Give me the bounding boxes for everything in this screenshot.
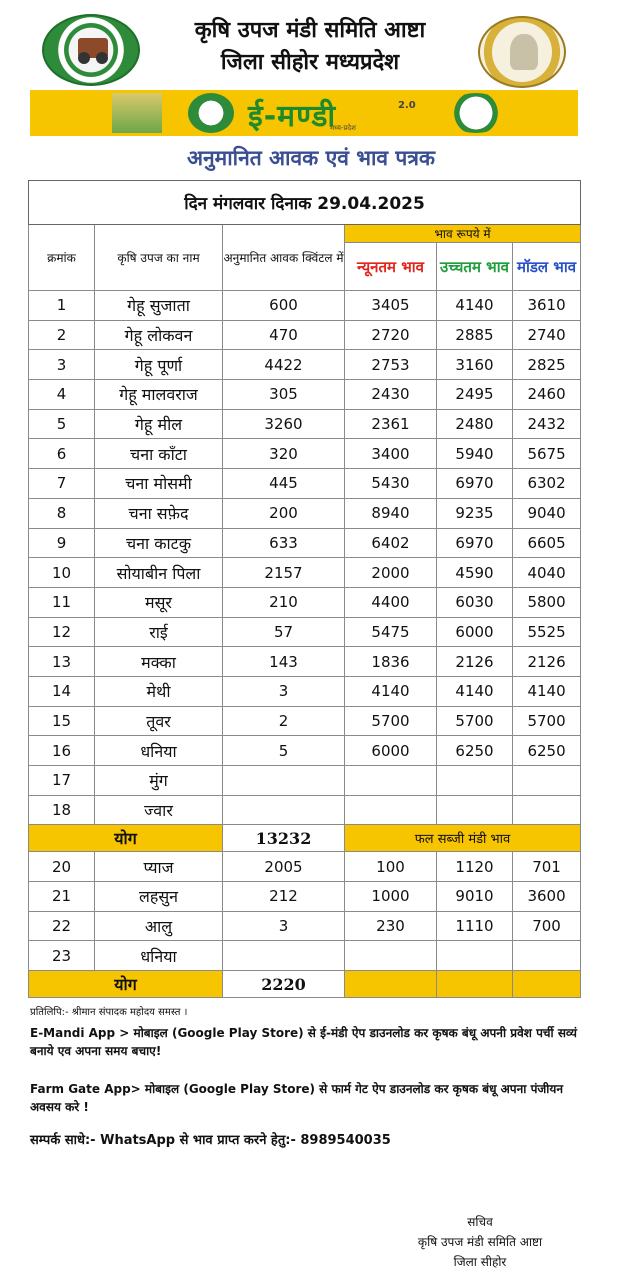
modal-price-cell <box>513 941 581 971</box>
serial-cell: 5 <box>29 409 95 439</box>
max-price-cell: 4140 <box>437 291 513 321</box>
arrival-cell <box>223 766 345 796</box>
arrival-cell: 210 <box>223 587 345 617</box>
name-cell: आलु <box>95 911 223 941</box>
arrival-cell: 2157 <box>223 558 345 588</box>
arrival-cell: 212 <box>223 882 345 912</box>
serial-cell: 1 <box>29 291 95 321</box>
serial-cell: 9 <box>29 528 95 558</box>
name-cell: सोयाबीन पिला <box>95 558 223 588</box>
page-title: अनुमानित आवक एवं भाव पत्रक <box>186 146 436 170</box>
min-price-cell: 4140 <box>345 676 437 706</box>
serial-cell: 16 <box>29 736 95 766</box>
table-row <box>29 528 581 558</box>
name-cell: चना काँटा <box>95 439 223 469</box>
min-price-cell <box>345 941 437 971</box>
name-cell: गेहू सुजाता <box>95 291 223 321</box>
min-price-cell: 1836 <box>345 647 437 677</box>
min-price-cell <box>345 766 437 796</box>
serial-cell: 8 <box>29 498 95 528</box>
emandi-note: E-Mandi App > मोबाइल (Google Play Store) से ई-मंडी ऐप डाउनलोड कर कृषक बंधू अपनी प्रवेश पर्ची सव्यं बनाये एव अपना समय बचाए! <box>30 1026 577 1058</box>
max-price-cell: 4140 <box>437 676 513 706</box>
emandi-banner <box>30 90 578 136</box>
table-row <box>29 852 581 882</box>
contact-line: सम्पर्क साधे:- WhatsApp से भाव प्राप्त करने हेतु:- 8989540035 <box>30 1133 391 1148</box>
arrival-cell: 4422 <box>223 350 345 380</box>
arrival-cell: 2005 <box>223 852 345 882</box>
min-price-cell: 230 <box>345 911 437 941</box>
min-price-cell: 2000 <box>345 558 437 588</box>
farm-gate-logo <box>446 93 506 133</box>
arrival-cell: 600 <box>223 291 345 321</box>
min-price-cell <box>345 795 437 825</box>
serial-cell: 10 <box>29 558 95 588</box>
max-price-cell: 3160 <box>437 350 513 380</box>
price-table <box>28 180 581 998</box>
sign-committee: कृषि उपज मंडी समिति आष्टा <box>417 1235 543 1249</box>
modal-price-cell: 2460 <box>513 380 581 410</box>
date-line: दिन मंगलवार दिनाक 29.04.2025 <box>29 181 581 225</box>
min-price-cell: 2720 <box>345 320 437 350</box>
table-row <box>29 617 581 647</box>
modal-price-cell: 700 <box>513 911 581 941</box>
modal-price-cell: 6250 <box>513 736 581 766</box>
modal-price-cell: 6605 <box>513 528 581 558</box>
min-price-cell: 2361 <box>345 409 437 439</box>
col-modal: मॉडल भाव <box>513 243 581 291</box>
table-row <box>29 587 581 617</box>
table-row <box>29 736 581 766</box>
name-cell: लहसुन <box>95 882 223 912</box>
modal-price-cell: 5525 <box>513 617 581 647</box>
modal-price-cell: 3600 <box>513 882 581 912</box>
total-row <box>29 971 581 998</box>
min-price-cell: 100 <box>345 852 437 882</box>
emandi-seal-icon <box>188 93 234 133</box>
arrival-cell: 3260 <box>223 409 345 439</box>
arrival-cell: 3 <box>223 676 345 706</box>
max-price-cell: 2885 <box>437 320 513 350</box>
total-value: 13232 <box>223 825 345 852</box>
modal-price-cell <box>513 766 581 796</box>
modal-price-cell: 2432 <box>513 409 581 439</box>
name-cell: मक्का <box>95 647 223 677</box>
wheel-icon <box>96 52 108 64</box>
col-min: न्यूनतम भाव <box>345 243 437 291</box>
max-price-cell: 2126 <box>437 647 513 677</box>
header-row <box>29 225 581 243</box>
table-row <box>29 469 581 499</box>
table-row <box>29 676 581 706</box>
committee-title: कृषि उपज मंडी समिति आष्टा <box>194 18 426 43</box>
total-value: 2220 <box>223 971 345 998</box>
emandi-state: मध्य-प्रदेश <box>330 124 356 132</box>
table-row <box>29 380 581 410</box>
serial-cell: 2 <box>29 320 95 350</box>
name-cell: चना काटकु <box>95 528 223 558</box>
serial-cell: 4 <box>29 380 95 410</box>
max-price-cell: 9010 <box>437 882 513 912</box>
person-icon <box>510 34 538 70</box>
serial-cell: 14 <box>29 676 95 706</box>
total-row <box>29 825 581 852</box>
serial-cell: 21 <box>29 882 95 912</box>
arrival-cell <box>223 795 345 825</box>
max-price-cell: 5700 <box>437 706 513 736</box>
farmer-portrait-logo <box>478 16 566 88</box>
modal-price-cell: 3610 <box>513 291 581 321</box>
modal-price-cell: 9040 <box>513 498 581 528</box>
arrival-cell: 320 <box>223 439 345 469</box>
max-price-cell: 6970 <box>437 469 513 499</box>
sign-district: जिला सीहोर <box>453 1255 507 1269</box>
table-row <box>29 350 581 380</box>
table-row <box>29 439 581 469</box>
date-row <box>29 181 581 225</box>
max-price-cell: 6250 <box>437 736 513 766</box>
max-price-cell: 1110 <box>437 911 513 941</box>
copy-to: प्रतिलिपि:- श्रीमान संपादक महोदय समस्त । <box>30 1007 188 1018</box>
name-cell: प्याज <box>95 852 223 882</box>
min-price-cell: 5430 <box>345 469 437 499</box>
table-row <box>29 558 581 588</box>
arrival-cell: 633 <box>223 528 345 558</box>
wheel-icon <box>78 52 90 64</box>
col-max: उच्चतम भाव <box>437 243 513 291</box>
table-row <box>29 647 581 677</box>
name-cell: गेहू लोकवन <box>95 320 223 350</box>
name-cell: गेहू पूर्णा <box>95 350 223 380</box>
serial-cell: 3 <box>29 350 95 380</box>
min-price-cell: 5700 <box>345 706 437 736</box>
min-price-cell: 4400 <box>345 587 437 617</box>
arrival-cell <box>223 941 345 971</box>
max-price-cell: 4590 <box>437 558 513 588</box>
max-price-cell: 2480 <box>437 409 513 439</box>
header <box>0 0 622 90</box>
district-title: जिला सीहोर मध्यप्रदेश <box>220 50 400 75</box>
empty-cell <box>437 971 513 998</box>
min-price-cell: 6402 <box>345 528 437 558</box>
max-price-cell: 9235 <box>437 498 513 528</box>
serial-cell: 6 <box>29 439 95 469</box>
modal-price-cell: 4040 <box>513 558 581 588</box>
name-cell: मसूर <box>95 587 223 617</box>
min-price-cell: 1000 <box>345 882 437 912</box>
modal-price-cell: 2126 <box>513 647 581 677</box>
serial-cell: 15 <box>29 706 95 736</box>
table-row <box>29 795 581 825</box>
name-cell: मुंग <box>95 766 223 796</box>
table-row <box>29 320 581 350</box>
serial-cell: 7 <box>29 469 95 499</box>
serial-cell: 20 <box>29 852 95 882</box>
arrival-cell: 3 <box>223 911 345 941</box>
min-price-cell: 5475 <box>345 617 437 647</box>
mandi-board-logo <box>42 14 140 86</box>
min-price-cell: 6000 <box>345 736 437 766</box>
name-cell: तूवर <box>95 706 223 736</box>
max-price-cell: 1120 <box>437 852 513 882</box>
table-row <box>29 409 581 439</box>
max-price-cell: 2495 <box>437 380 513 410</box>
serial-cell: 23 <box>29 941 95 971</box>
serial-cell: 17 <box>29 766 95 796</box>
name-cell: गेहू मालवराज <box>95 380 223 410</box>
min-price-cell: 2753 <box>345 350 437 380</box>
serial-cell: 22 <box>29 911 95 941</box>
serial-cell: 11 <box>29 587 95 617</box>
max-price-cell <box>437 941 513 971</box>
name-cell: चना सफ़ेद <box>95 498 223 528</box>
max-price-cell: 6970 <box>437 528 513 558</box>
arrival-cell: 143 <box>223 647 345 677</box>
emandi-brand: ई-मण्डी <box>248 99 337 134</box>
table-row <box>29 882 581 912</box>
max-price-cell: 6000 <box>437 617 513 647</box>
serial-cell: 12 <box>29 617 95 647</box>
min-price-cell: 2430 <box>345 380 437 410</box>
max-price-cell <box>437 795 513 825</box>
col-arrival: अनुमानित आवक क्विंटल में <box>223 225 345 291</box>
table-row <box>29 706 581 736</box>
serial-cell: 13 <box>29 647 95 677</box>
name-cell: मेथी <box>95 676 223 706</box>
modal-price-cell: 701 <box>513 852 581 882</box>
table-row <box>29 766 581 796</box>
arrival-cell: 470 <box>223 320 345 350</box>
name-cell: धनिया <box>95 941 223 971</box>
col-name: कृषि उपज का नाम <box>95 225 223 291</box>
modal-price-cell: 5675 <box>513 439 581 469</box>
signature-block <box>380 1212 580 1272</box>
modal-price-cell <box>513 795 581 825</box>
name-cell: राई <box>95 617 223 647</box>
max-price-cell <box>437 766 513 796</box>
arrival-cell: 445 <box>223 469 345 499</box>
sign-designation: सचिव <box>467 1215 493 1229</box>
fruit-veg-label: फल सब्जी मंडी भाव <box>345 825 581 852</box>
empty-cell <box>345 971 437 998</box>
modal-price-cell: 4140 <box>513 676 581 706</box>
arrival-cell: 2 <box>223 706 345 736</box>
table-row <box>29 911 581 941</box>
max-price-cell: 5940 <box>437 439 513 469</box>
name-cell: चना मोसमी <box>95 469 223 499</box>
farmgate-note: Farm Gate App> मोबाइल (Google Play Store) से फार्म गेट ऐप डाउनलोड कर कृषक बंधू अपना पंजीयन अवसय करे ! <box>30 1082 564 1114</box>
empty-cell <box>513 971 581 998</box>
name-cell: ज्वार <box>95 795 223 825</box>
modal-price-cell: 6302 <box>513 469 581 499</box>
table-row <box>29 498 581 528</box>
table-row <box>29 941 581 971</box>
arrival-cell: 305 <box>223 380 345 410</box>
modal-price-cell: 2825 <box>513 350 581 380</box>
min-price-cell: 3405 <box>345 291 437 321</box>
arrival-cell: 5 <box>223 736 345 766</box>
table-row <box>29 291 581 321</box>
total-label: योग <box>29 971 223 998</box>
emandi-version: 2.0 <box>398 100 416 111</box>
modal-price-cell: 5800 <box>513 587 581 617</box>
field-image <box>112 93 162 133</box>
arrival-cell: 57 <box>223 617 345 647</box>
arrival-cell: 200 <box>223 498 345 528</box>
col-serial: क्रमांक <box>29 225 95 291</box>
modal-price-cell: 5700 <box>513 706 581 736</box>
total-label: योग <box>29 825 223 852</box>
modal-price-cell: 2740 <box>513 320 581 350</box>
min-price-cell: 8940 <box>345 498 437 528</box>
serial-cell: 18 <box>29 795 95 825</box>
max-price-cell: 6030 <box>437 587 513 617</box>
name-cell: धनिया <box>95 736 223 766</box>
col-price-group: भाव रूपये में <box>345 225 581 243</box>
min-price-cell: 3400 <box>345 439 437 469</box>
name-cell: गेहू मील <box>95 409 223 439</box>
